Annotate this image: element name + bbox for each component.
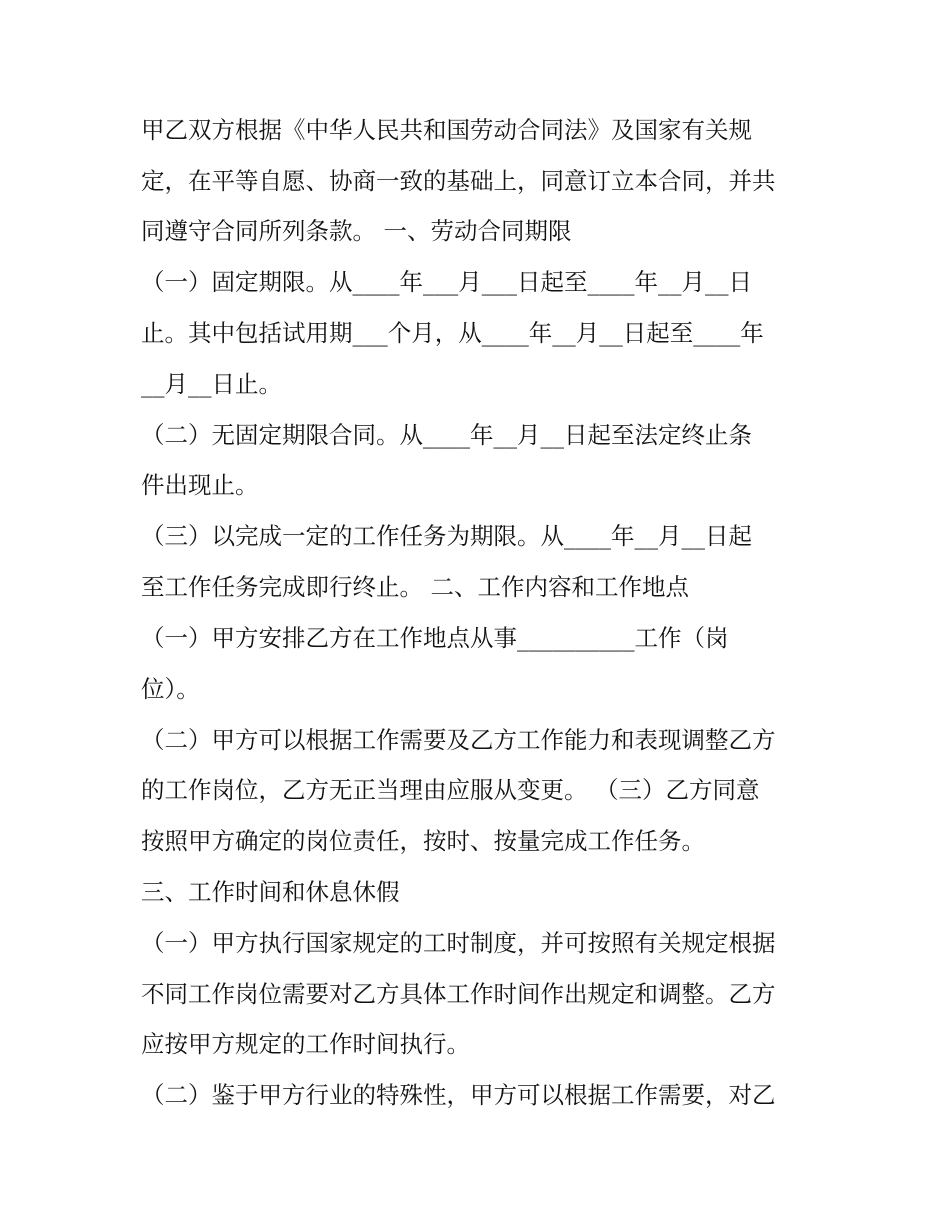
text-line: （一）固定期限。从____年___月___日起至____年__月__日 (141, 268, 752, 296)
text-line: 定，在平等自愿、协商一致的基础上，同意订立本合同，并共 (141, 167, 776, 195)
text-line: 止。其中包括试用期___个月，从____年__月__日起至____年 (141, 319, 764, 347)
text-line: __月__日止。 (141, 370, 282, 398)
text-line: （一）甲方安排乙方在工作地点从事__________工作（岗 (141, 624, 729, 652)
text-line: 甲乙双方根据《中华人民共和国劳动合同法》及国家有关规 (141, 116, 752, 144)
text-line: （二）甲方可以根据工作需要及乙方工作能力和表现调整乙方 (141, 726, 776, 754)
text-line: 按照甲方确定的岗位责任，按时、按量完成工作任务。 (141, 827, 705, 855)
text-line: （三）以完成一定的工作任务为期限。从____年__月__日起 (141, 522, 752, 550)
section-heading: 三、工作时间和休息休假 (141, 878, 400, 906)
text-line: 件出现止。 (141, 471, 259, 499)
text-line: （二）鉴于甲方行业的特殊性，甲方可以根据工作需要，对乙 (141, 1081, 776, 1109)
text-line: 位）。 (141, 675, 200, 703)
text-line: （一）甲方执行国家规定的工时制度，并可按照有关规定根据 (141, 929, 776, 957)
text-line: 应按甲方规定的工作时间执行。 (141, 1030, 470, 1058)
text-line: 至工作任务完成即行终止。 二、工作内容和工作地点 (141, 573, 689, 601)
text-line: （二）无固定期限合同。从____年__月__日起至法定终止条 (141, 421, 752, 449)
text-line: 同遵守合同所列条款。 一、劳动合同期限 (141, 217, 572, 245)
text-line: 不同工作岗位需要对乙方具体工作时间作出规定和调整。乙方 (141, 980, 776, 1008)
text-line: 的工作岗位，乙方无正当理由应服从变更。 （三）乙方同意 (141, 776, 760, 804)
